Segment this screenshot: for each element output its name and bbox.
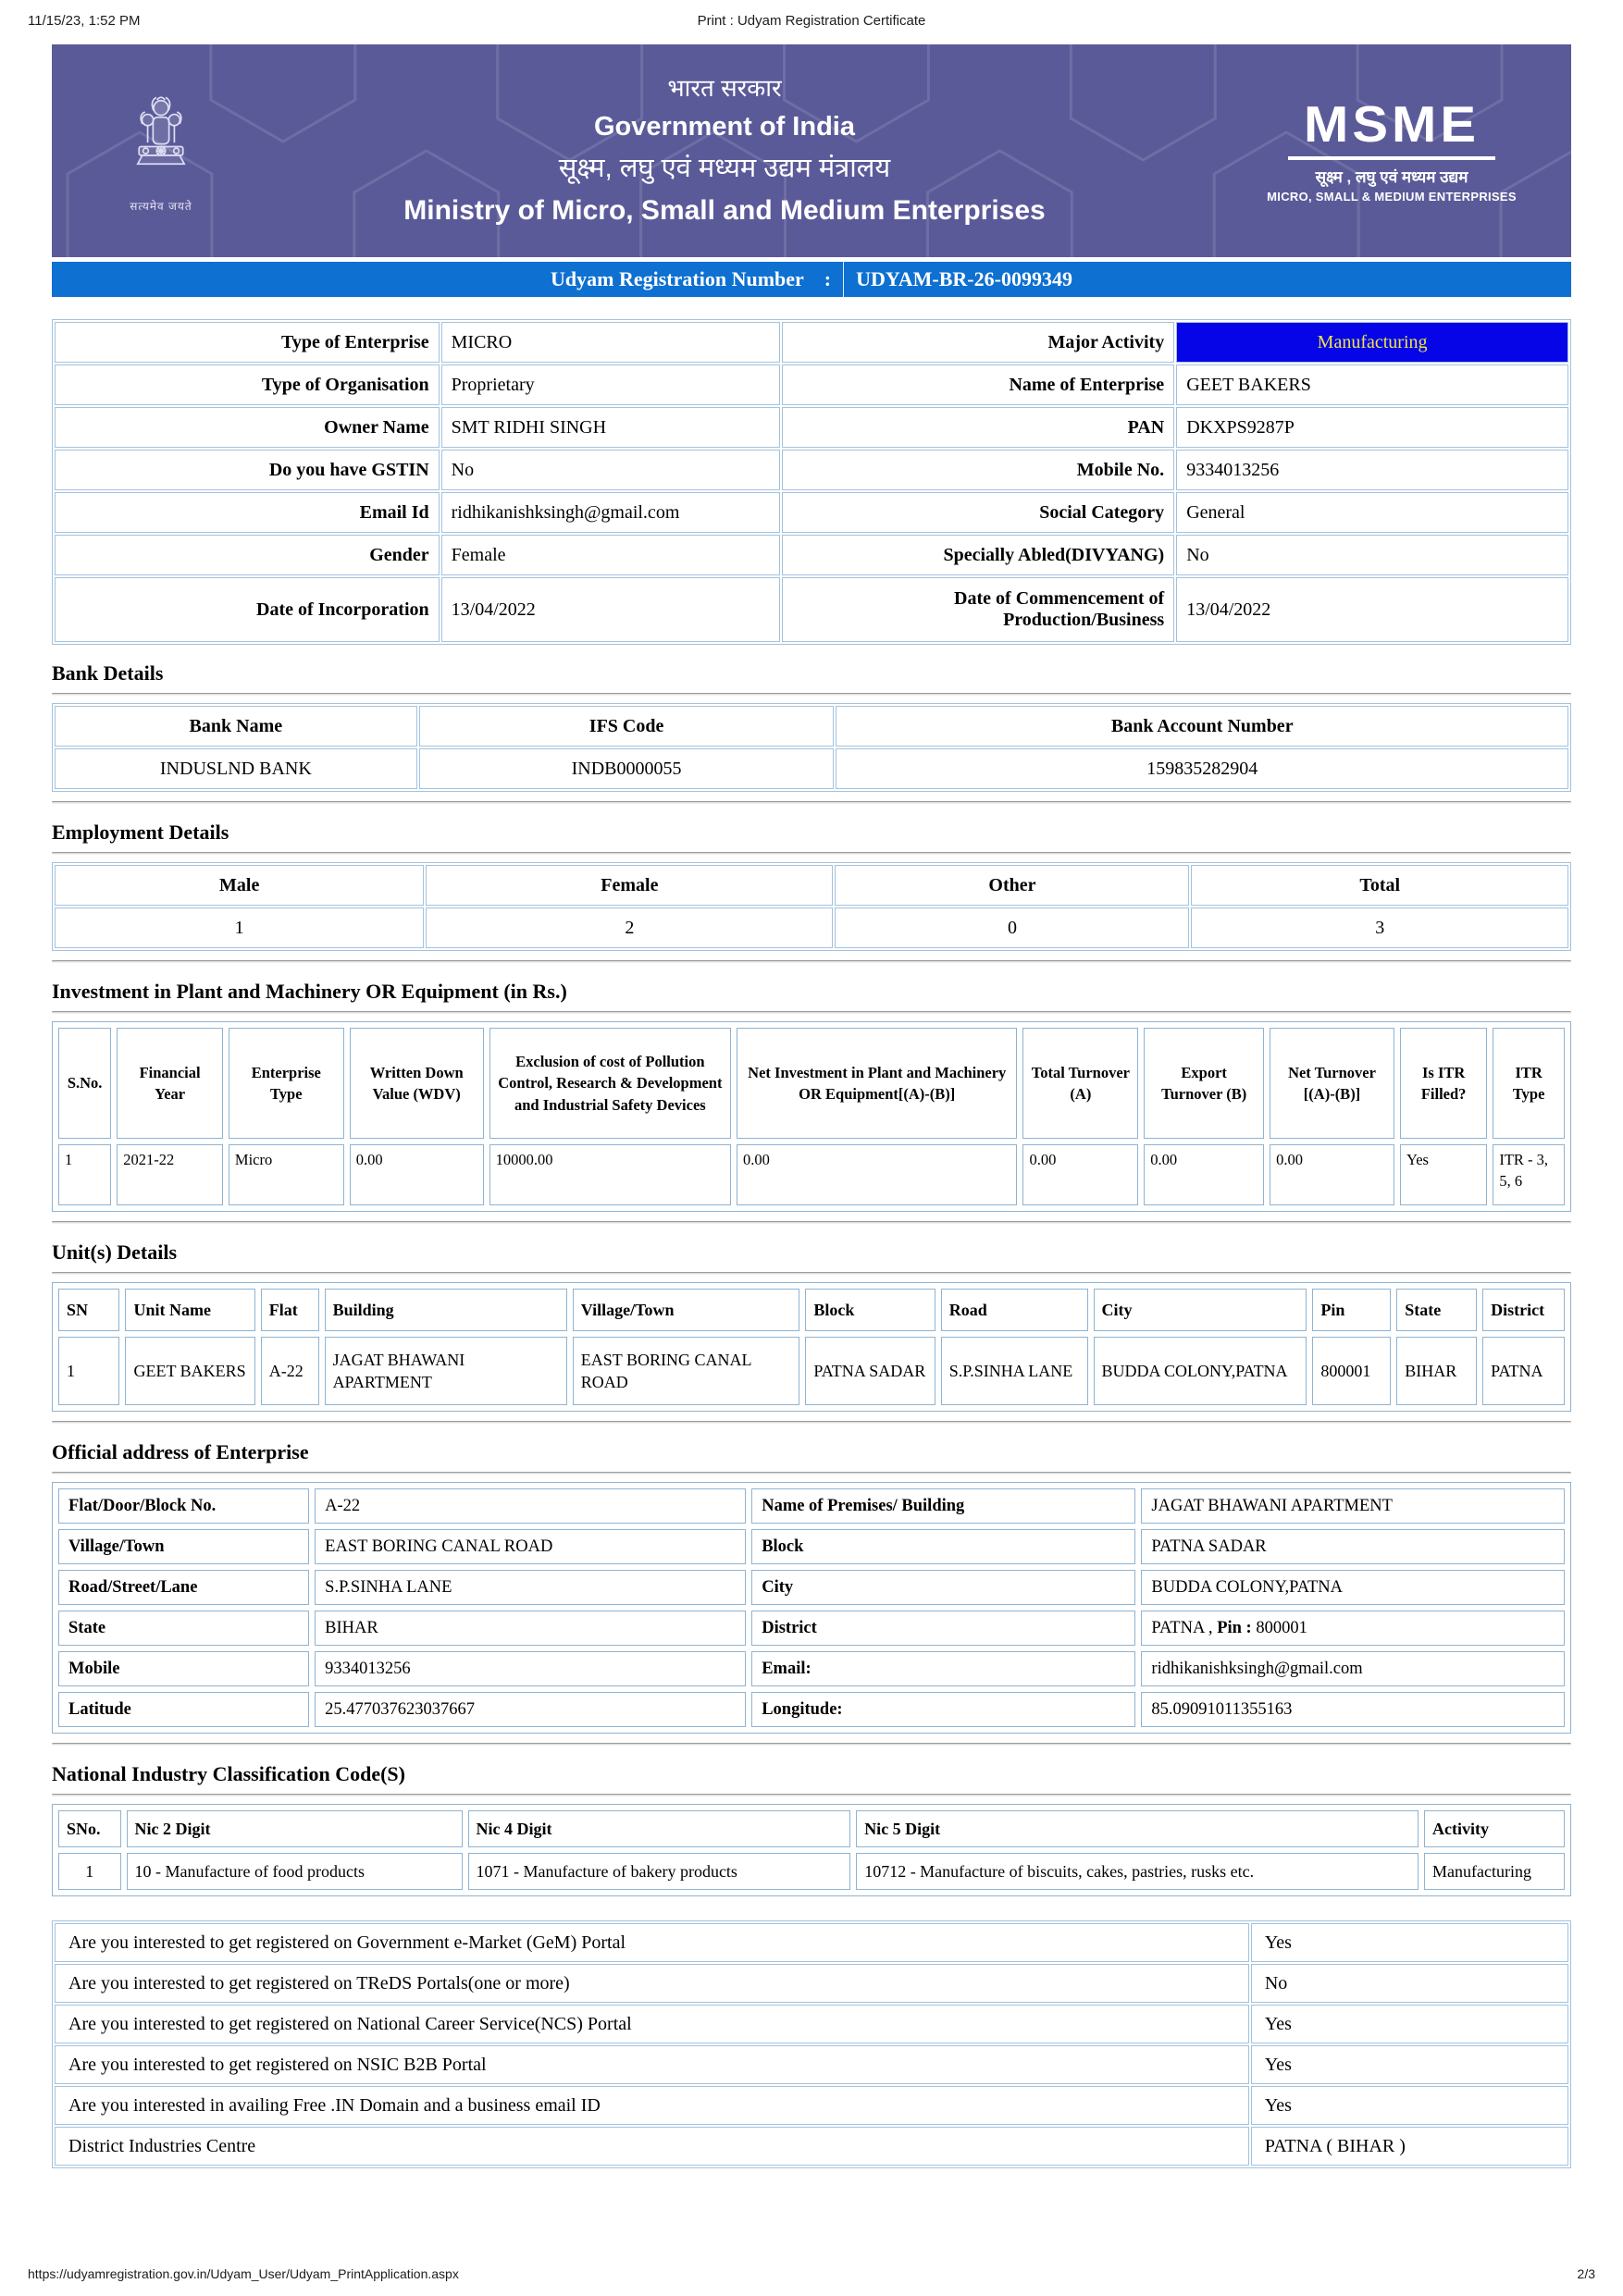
field-label: Email: (751, 1651, 1135, 1686)
column-header: Male (55, 865, 424, 906)
table-row (58, 1853, 1565, 1890)
field-value: 13/04/2022 (441, 577, 781, 642)
table-row (55, 322, 1568, 363)
registration-number-colon: : (824, 267, 832, 290)
section-divider (52, 1221, 1571, 1224)
field-label: PAN (782, 407, 1174, 448)
column-header: Female (426, 865, 833, 906)
section-divider (52, 693, 1571, 696)
ashoka-emblem-icon (128, 89, 194, 192)
table-row (55, 2086, 1568, 2125)
field-value: 9334013256 (1176, 450, 1568, 490)
banner-titles (205, 73, 1244, 228)
field-value: Female (441, 535, 781, 575)
column-header: Bank Account Number (836, 706, 1568, 747)
field-value: GEET BAKERS (1176, 364, 1568, 405)
column-header: Bank Name (55, 706, 417, 747)
field-label: Social Category (782, 492, 1174, 533)
bank-account-number-value: 159835282904 (836, 748, 1568, 789)
section-divider (52, 1472, 1571, 1475)
print-title: Print : Udyam Registration Certificate (697, 13, 926, 29)
nic-codes-table (52, 1804, 1571, 1896)
enterprise-details-table (52, 319, 1571, 645)
table-cell: A-22 (261, 1337, 319, 1405)
table-header-row (55, 865, 1568, 906)
ministry-banner (52, 44, 1571, 257)
table-header-row (55, 706, 1568, 747)
column-header: SNo. (58, 1810, 121, 1847)
table-header-row (58, 1289, 1565, 1331)
msme-logo-rule (1288, 156, 1495, 160)
question-text: Are you interested to get registered on NSIC B2B Portal (55, 2045, 1249, 2084)
table-cell: Yes (1400, 1144, 1487, 1205)
column-header: S.No. (58, 1028, 111, 1139)
field-value: No (1176, 535, 1568, 575)
print-footer (28, 2266, 1595, 2281)
udyam-registration-number-bar (52, 262, 1571, 297)
table-cell: Manufacturing (1424, 1853, 1565, 1890)
table-cell: 0.00 (350, 1144, 484, 1205)
question-text: Are you interested to get registered on TReDS Portals(one or more) (55, 1964, 1249, 2003)
field-label: Road/Street/Lane (58, 1570, 309, 1605)
field-label: Specially Abled(DIVYANG) (782, 535, 1174, 575)
section-divider (52, 1794, 1571, 1796)
column-header: Written Down Value (WDV) (350, 1028, 484, 1139)
table-row (58, 1570, 1565, 1605)
section-divider (52, 1011, 1571, 1014)
table-row (55, 748, 1568, 789)
emblem-caption: सत्यमेव जयते (130, 199, 192, 213)
column-header: Financial Year (117, 1028, 223, 1139)
section-divider (52, 801, 1571, 804)
field-value: ridhikanishksingh@gmail.com (441, 492, 781, 533)
column-header: IFS Code (419, 706, 835, 747)
column-header: Nic 4 Digit (468, 1810, 851, 1847)
question-text: Are you interested to get registered on National Career Service(NCS) Portal (55, 2005, 1249, 2043)
investment-table (52, 1021, 1571, 1212)
field-value: PATNA SADAR (1141, 1529, 1565, 1564)
registration-number-value: UDYAM-BR-26-0099349 (856, 267, 1072, 290)
column-header: Activity (1424, 1810, 1565, 1847)
table-row (55, 407, 1568, 448)
table-row (58, 1692, 1565, 1727)
employment-male-count: 1 (55, 907, 424, 948)
registration-interest-table (52, 1920, 1571, 2168)
section-divider (52, 1421, 1571, 1424)
msme-logo-tagline-hindi: सूक्ष्म , लघु एवं मध्यम उद्यम (1315, 168, 1468, 186)
question-answer: Yes (1251, 2045, 1568, 2084)
employment-total-count: 3 (1191, 907, 1568, 948)
district-pin-value (1141, 1611, 1565, 1646)
question-text: District Industries Centre (55, 2127, 1249, 2166)
table-cell: 1071 - Manufacture of bakery products (468, 1853, 851, 1890)
field-label: Type of Enterprise (55, 322, 440, 363)
section-title-investment: Investment in Plant and Machinery OR Equipment (in Rs.) (52, 980, 567, 1003)
field-label: Flat/Door/Block No. (58, 1488, 309, 1524)
official-address-table (52, 1482, 1571, 1734)
section-title-units: Unit(s) Details (52, 1241, 178, 1264)
table-cell: 0.00 (737, 1144, 1017, 1205)
column-header: Road (941, 1289, 1088, 1331)
table-row (55, 2045, 1568, 2084)
msme-logo (1244, 95, 1540, 204)
question-text: Are you interested in availing Free .IN Domain and a business email ID (55, 2086, 1249, 2125)
field-label: Mobile (58, 1651, 309, 1686)
field-value: 25.477037623037667 (315, 1692, 746, 1727)
pin-label: Pin : (1217, 1618, 1252, 1637)
field-label: Email Id (55, 492, 440, 533)
table-cell: GEET BAKERS (125, 1337, 254, 1405)
table-cell: PATNA (1482, 1337, 1565, 1405)
field-value: EAST BORING CANAL ROAD (315, 1529, 746, 1564)
msme-logo-acronym: MSME (1304, 95, 1480, 154)
field-value: S.P.SINHA LANE (315, 1570, 746, 1605)
print-datetime: 11/15/23, 1:52 PM (28, 13, 141, 29)
table-cell: ITR - 3, 5, 6 (1493, 1144, 1565, 1205)
ifs-code-value: INDB0000055 (419, 748, 835, 789)
table-cell: 0.00 (1144, 1144, 1264, 1205)
column-header: Net Turnover [(A)-(B)] (1270, 1028, 1394, 1139)
table-cell: S.P.SINHA LANE (941, 1337, 1088, 1405)
column-header: Exclusion of cost of Pollution Control, Research & Development and Industrial Safety Devices (489, 1028, 731, 1139)
field-label: Date of Incorporation (55, 577, 440, 642)
question-text: Are you interested to get registered on Government e-Market (GeM) Portal (55, 1923, 1249, 1962)
section-divider (52, 1272, 1571, 1275)
table-row (58, 1529, 1565, 1564)
column-header: Village/Town (573, 1289, 800, 1331)
table-row (58, 1337, 1565, 1405)
section-divider (52, 852, 1571, 855)
column-header: SN (58, 1289, 119, 1331)
print-header (28, 13, 1595, 33)
column-header: Export Turnover (B) (1144, 1028, 1264, 1139)
column-header: Unit Name (125, 1289, 254, 1331)
column-header: Is ITR Filled? (1400, 1028, 1487, 1139)
question-answer: Yes (1251, 1923, 1568, 1962)
table-row (58, 1651, 1565, 1686)
table-row (55, 577, 1568, 642)
question-answer: Yes (1251, 2086, 1568, 2125)
table-header-row (58, 1028, 1565, 1139)
column-header: Flat (261, 1289, 319, 1331)
field-value: DKXPS9287P (1176, 407, 1568, 448)
column-header: Total (1191, 865, 1568, 906)
ministry-name-hindi: सूक्ष्म, लघु एवं मध्यम उद्यम मंत्रालय (558, 154, 891, 183)
question-answer: No (1251, 1964, 1568, 2003)
field-label: Name of Premises/ Building (751, 1488, 1135, 1524)
ministry-name: Ministry of Micro, Small and Medium Enterprises (403, 195, 1046, 227)
section-divider (52, 1743, 1571, 1746)
registration-bar-divider (843, 262, 844, 297)
pin-value: 800001 (1251, 1618, 1307, 1637)
field-label: Latitude (58, 1692, 309, 1727)
table-cell: 1 (58, 1144, 111, 1205)
table-cell: 2021-22 (117, 1144, 223, 1205)
table-cell: Micro (229, 1144, 344, 1205)
table-header-row (58, 1810, 1565, 1847)
table-cell: BIHAR (1396, 1337, 1477, 1405)
column-header: Building (325, 1289, 567, 1331)
table-row (58, 1144, 1565, 1205)
field-label: Village/Town (58, 1529, 309, 1564)
field-value: MICRO (441, 322, 781, 363)
field-value: SMT RIDHI SINGH (441, 407, 781, 448)
government-of-india-hindi: भारत सरकार (667, 74, 782, 103)
section-title-employment-details: Employment Details (52, 821, 229, 844)
column-header: Nic 2 Digit (127, 1810, 463, 1847)
field-label: Type of Organisation (55, 364, 440, 405)
column-header: City (1094, 1289, 1307, 1331)
field-value: Proprietary (441, 364, 781, 405)
units-details-table (52, 1282, 1571, 1412)
section-divider (52, 960, 1571, 963)
table-row (55, 535, 1568, 575)
print-footer-url: https://udyamregistration.gov.in/Udyam_User/Udyam_PrintApplication.aspx (28, 2266, 459, 2281)
msme-logo-tagline-english: MICRO, SMALL & MEDIUM ENTERPRISES (1267, 190, 1517, 204)
government-of-india: Government of India (594, 111, 855, 142)
table-cell: 10712 - Manufacture of biscuits, cakes, pastries, rusks etc. (856, 1853, 1419, 1890)
table-cell: 0.00 (1270, 1144, 1394, 1205)
field-label: Major Activity (782, 322, 1174, 363)
table-cell: 1 (58, 1853, 121, 1890)
column-header: Enterprise Type (229, 1028, 344, 1139)
employment-other-count: 0 (835, 907, 1189, 948)
section-title-address: Official address of Enterprise (52, 1440, 309, 1463)
national-emblem (117, 89, 205, 214)
field-label: Gender (55, 535, 440, 575)
section-title-nic: National Industry Classification Code(S) (52, 1762, 405, 1785)
column-header: Total Turnover (A) (1022, 1028, 1138, 1139)
column-header: State (1396, 1289, 1477, 1331)
field-value: BIHAR (315, 1611, 746, 1646)
field-label: Block (751, 1529, 1135, 1564)
table-cell: 1 (58, 1337, 119, 1405)
bank-name-value: INDUSLND BANK (55, 748, 417, 789)
field-label: Do you have GSTIN (55, 450, 440, 490)
field-value: 13/04/2022 (1176, 577, 1568, 642)
field-value: No (441, 450, 781, 490)
table-row (55, 450, 1568, 490)
field-label: State (58, 1611, 309, 1646)
table-cell: 800001 (1312, 1337, 1391, 1405)
table-row (58, 1488, 1565, 1524)
table-cell: EAST BORING CANAL ROAD (573, 1337, 800, 1405)
field-label: Mobile No. (782, 450, 1174, 490)
column-header: Block (805, 1289, 935, 1331)
table-cell: JAGAT BHAWANI APARTMENT (325, 1337, 567, 1405)
print-footer-page-number: 2/3 (1577, 2266, 1595, 2281)
table-cell: 10000.00 (489, 1144, 731, 1205)
table-row (58, 1611, 1565, 1646)
table-cell: PATNA SADAR (805, 1337, 935, 1405)
field-label: District (751, 1611, 1135, 1646)
table-row (55, 492, 1568, 533)
field-label: Date of Commencement of Production/Business (782, 577, 1174, 642)
section-title-bank-details: Bank Details (52, 661, 164, 685)
table-cell: BUDDA COLONY,PATNA (1094, 1337, 1307, 1405)
column-header: Nic 5 Digit (856, 1810, 1419, 1847)
major-activity-value: Manufacturing (1176, 322, 1568, 363)
field-value: JAGAT BHAWANI APARTMENT (1141, 1488, 1565, 1524)
question-answer: Yes (1251, 2005, 1568, 2043)
column-header: Other (835, 865, 1189, 906)
field-value: General (1176, 492, 1568, 533)
column-header: Net Investment in Plant and Machinery OR Equipment[(A)-(B)] (737, 1028, 1017, 1139)
table-row (55, 364, 1568, 405)
bank-details-table (52, 703, 1571, 792)
table-cell: 0.00 (1022, 1144, 1138, 1205)
question-answer: PATNA ( BIHAR ) (1251, 2127, 1568, 2166)
registration-number-label: Udyam Registration Number (551, 267, 804, 290)
table-row (55, 2005, 1568, 2043)
field-value: 9334013256 (315, 1651, 746, 1686)
table-row (55, 907, 1568, 948)
table-cell: 10 - Manufacture of food products (127, 1853, 463, 1890)
table-row (55, 1964, 1568, 2003)
column-header: District (1482, 1289, 1565, 1331)
employment-details-table (52, 862, 1571, 951)
table-row (55, 2127, 1568, 2166)
column-header: Pin (1312, 1289, 1391, 1331)
field-value: A-22 (315, 1488, 746, 1524)
field-value: BUDDA COLONY,PATNA (1141, 1570, 1565, 1605)
field-value: ridhikanishksingh@gmail.com (1141, 1651, 1565, 1686)
employment-female-count: 2 (426, 907, 833, 948)
field-value: 85.09091011355163 (1141, 1692, 1565, 1727)
field-label: City (751, 1570, 1135, 1605)
column-header: ITR Type (1493, 1028, 1565, 1139)
field-label: Longitude: (751, 1692, 1135, 1727)
district-city: PATNA , (1151, 1618, 1218, 1637)
field-label: Name of Enterprise (782, 364, 1174, 405)
table-row (55, 1923, 1568, 1962)
field-label: Owner Name (55, 407, 440, 448)
